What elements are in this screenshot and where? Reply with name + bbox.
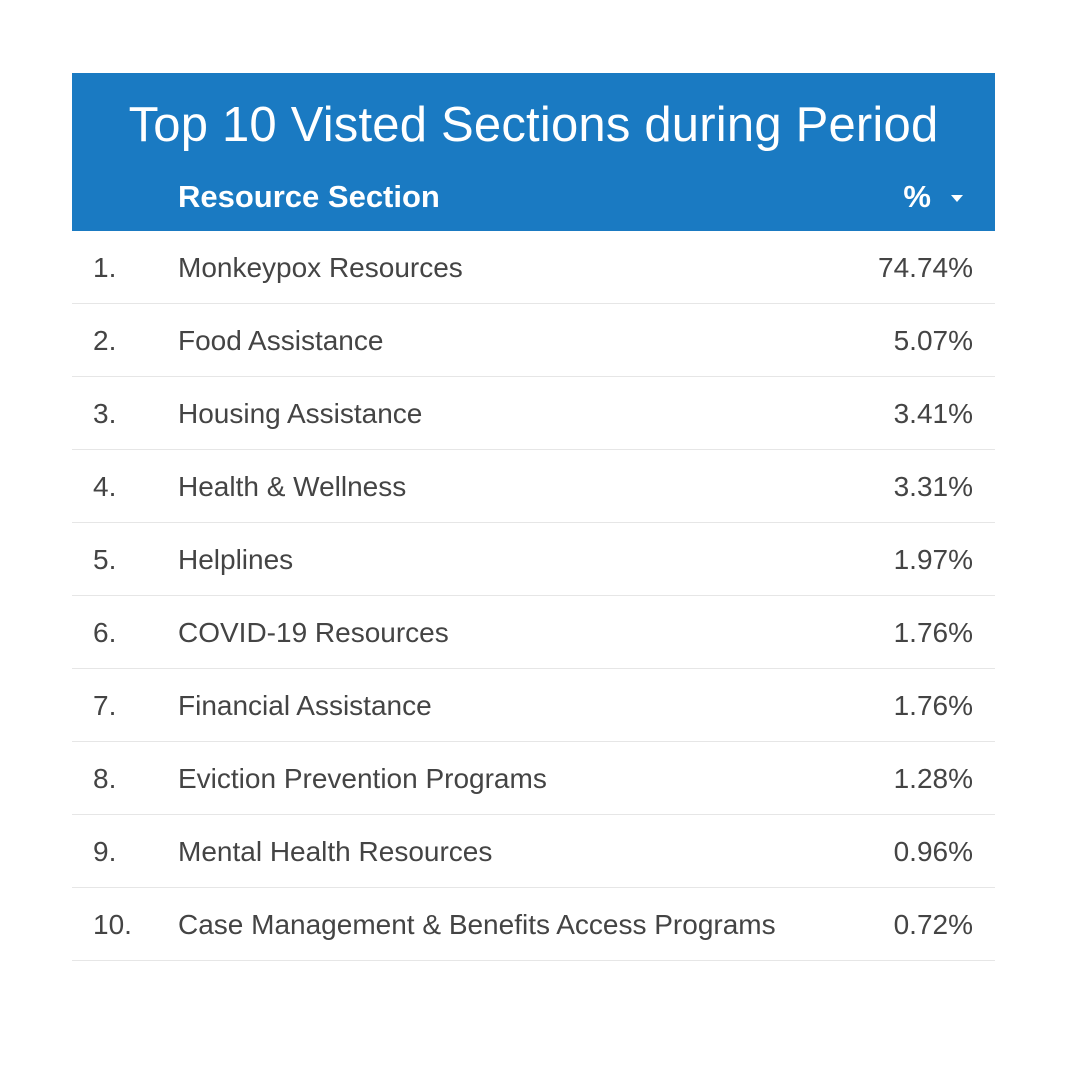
row-section-name: Mental Health Resources: [178, 836, 493, 867]
row-section-name: Helplines: [178, 544, 294, 575]
row-section-name: Eviction Prevention Programs: [178, 763, 547, 794]
row-section-name: Financial Assistance: [178, 690, 432, 721]
row-rank: 3.: [93, 398, 117, 429]
table-row: [72, 888, 995, 961]
table-body: [72, 231, 995, 961]
row-section-name: Health & Wellness: [178, 471, 407, 502]
row-section-name: Monkeypox Resources: [178, 252, 463, 283]
row-percent-value: 3.31%: [893, 471, 973, 502]
table-row: [72, 669, 995, 742]
table-title: Top 10 Visted Sections during Period: [128, 98, 939, 152]
row-percent-value: 1.76%: [893, 617, 973, 648]
table-row: [72, 304, 995, 377]
row-rank: 9.: [93, 836, 117, 867]
column-header-percent[interactable]: [903, 179, 963, 215]
row-rank: 10.: [93, 909, 132, 940]
table-row: [72, 742, 995, 815]
row-percent-value: 74.74%: [878, 252, 973, 283]
table-row: [72, 231, 995, 304]
column-header-resource-section[interactable]: Resource Section: [178, 179, 440, 214]
row-percent-value: 0.72%: [893, 909, 973, 940]
table-row: [72, 596, 995, 669]
row-percent-value: 1.76%: [893, 690, 973, 721]
table-row: [72, 377, 995, 450]
sort-down-icon[interactable]: [951, 195, 963, 202]
row-rank: 1.: [93, 252, 117, 283]
row-percent-value: 0.96%: [893, 836, 973, 867]
row-rank: 8.: [93, 763, 117, 794]
row-rank: 4.: [93, 471, 117, 502]
row-percent-value: 1.28%: [893, 763, 973, 794]
table-header: [72, 73, 995, 231]
row-section-name: Housing Assistance: [178, 398, 423, 429]
column-headers: [72, 179, 995, 225]
row-section-name: COVID-19 Resources: [178, 617, 449, 648]
row-percent-value: 1.97%: [893, 544, 973, 575]
table-row: [72, 450, 995, 523]
row-percent-value: 5.07%: [893, 325, 973, 356]
row-section-name: Case Management & Benefits Access Programs: [178, 909, 776, 940]
top-sections-table: [72, 73, 995, 961]
row-rank: 2.: [93, 325, 117, 356]
table-row: [72, 815, 995, 888]
table-row: [72, 523, 995, 596]
row-section-name: Food Assistance: [178, 325, 384, 356]
row-rank: 7.: [93, 690, 117, 721]
column-header-percent-label: %: [903, 179, 931, 214]
row-percent-value: 3.41%: [893, 398, 973, 429]
row-rank: 5.: [93, 544, 117, 575]
row-rank: 6.: [93, 617, 117, 648]
